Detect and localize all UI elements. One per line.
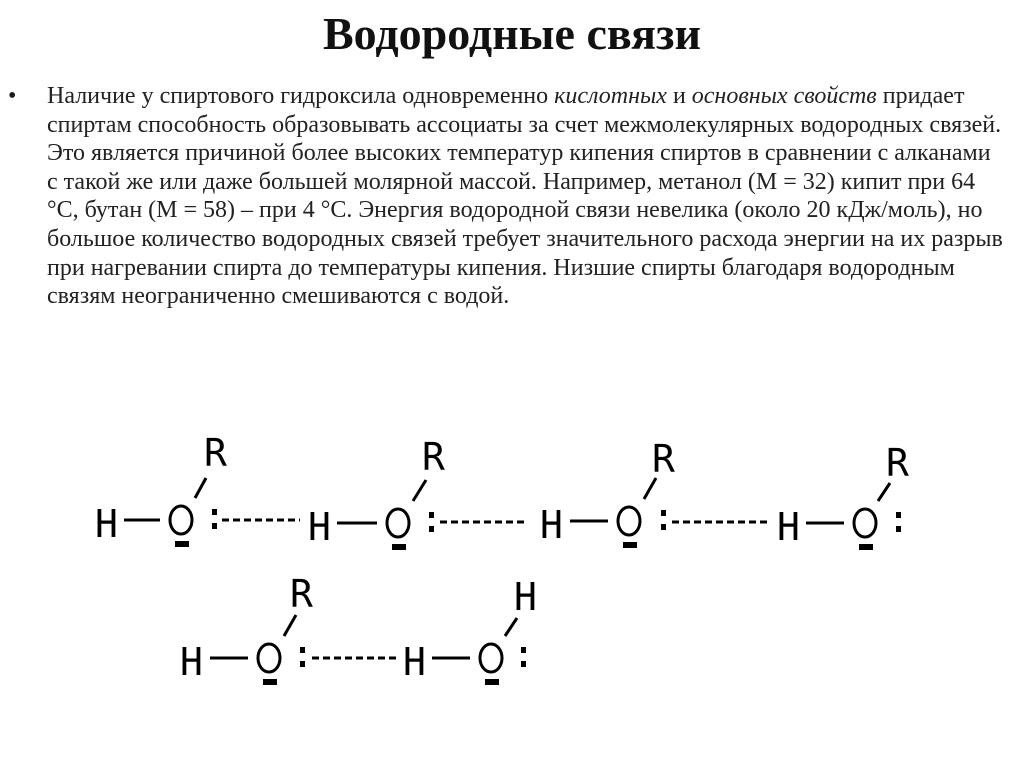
- molecule-6: [403, 575, 537, 685]
- atom-h: H: [308, 505, 331, 549]
- atom-o: [387, 509, 409, 537]
- atom-h: H: [403, 640, 426, 684]
- body-paragraph: [47, 82, 1007, 311]
- lone-pair-dot: [896, 526, 901, 532]
- atom-r: R: [886, 441, 909, 485]
- lone-pair-dot: [661, 524, 666, 530]
- atom-o: [170, 506, 192, 534]
- bond-to-r: [878, 483, 890, 501]
- molecule-4: [777, 441, 909, 550]
- atom-h: H: [777, 505, 800, 549]
- bond-to-r: [413, 480, 426, 501]
- atom-h: H: [180, 640, 203, 684]
- bullet-marker: •: [8, 83, 17, 109]
- molecule-3: [540, 437, 675, 548]
- atom-o: [258, 644, 280, 672]
- atom-r: R: [204, 431, 227, 475]
- lone-pair-dot: [212, 523, 217, 529]
- lone-pair-dot: [175, 541, 189, 547]
- slide-title: Водородные связи: [322, 8, 702, 59]
- lone-pair-dot: [661, 510, 666, 516]
- atom-h: H: [540, 503, 563, 547]
- molecule-5: [180, 572, 313, 685]
- paragraph-italic-basic: основных свойств: [691, 83, 877, 109]
- lone-pair-dot: [521, 647, 526, 653]
- lone-pair-dot: [392, 544, 406, 550]
- atom-o: [618, 507, 640, 535]
- lone-pair-dot: [429, 512, 434, 518]
- bond-to-h: [505, 618, 517, 636]
- lone-pair-dot: [300, 647, 305, 653]
- lone-pair-dot: [859, 544, 873, 550]
- hydrogen-bond-diagram: [0, 400, 1024, 700]
- lone-pair-dot: [429, 526, 434, 532]
- atom-r: R: [290, 572, 313, 616]
- atom-o: [854, 509, 876, 537]
- paragraph-text-3: придает спиртам способность образовывать ассоциаты за счет межмолекулярных водородных связей. Это является причиной более высоких температур кипения спиртов в сравнении с алканами с такой же или даже большей молярной массой. Например, метанол (М = 32) кипит при 64 °С, бутан (М = 58) – при 4 °С. Энергия водородной связи невелика (около 20 кДж/моль), но большое количество водородных связей требует значительного расхода энергии на их разрыв при нагревании спирта до температуры кипения. Низшие спирты благодаря водородным связям неограниченно смешиваются с водой.: [47, 83, 1003, 310]
- bond-to-r: [195, 478, 206, 498]
- lone-pair-dot: [300, 661, 305, 667]
- lone-pair-dot: [485, 679, 499, 685]
- atom-r: R: [652, 437, 675, 481]
- lone-pair-dot: [212, 509, 217, 515]
- atom-h-substituent: H: [514, 575, 537, 619]
- paragraph-text-2: и: [666, 83, 692, 109]
- atom-o: [480, 644, 502, 672]
- bond-to-r: [644, 478, 656, 499]
- paragraph-italic-acidic: кислотных: [554, 83, 667, 109]
- lone-pair-dot: [263, 679, 277, 685]
- lone-pair-dot: [623, 542, 637, 548]
- molecule-1: [95, 431, 227, 547]
- bond-to-r: [284, 615, 296, 636]
- atom-h: H: [95, 502, 118, 546]
- lone-pair-dot: [521, 661, 526, 667]
- atom-r: R: [422, 435, 445, 479]
- lone-pair-dot: [896, 512, 901, 518]
- paragraph-text-1: Наличие у спиртового гидроксила одновременно: [47, 83, 555, 109]
- molecule-2: [308, 435, 445, 550]
